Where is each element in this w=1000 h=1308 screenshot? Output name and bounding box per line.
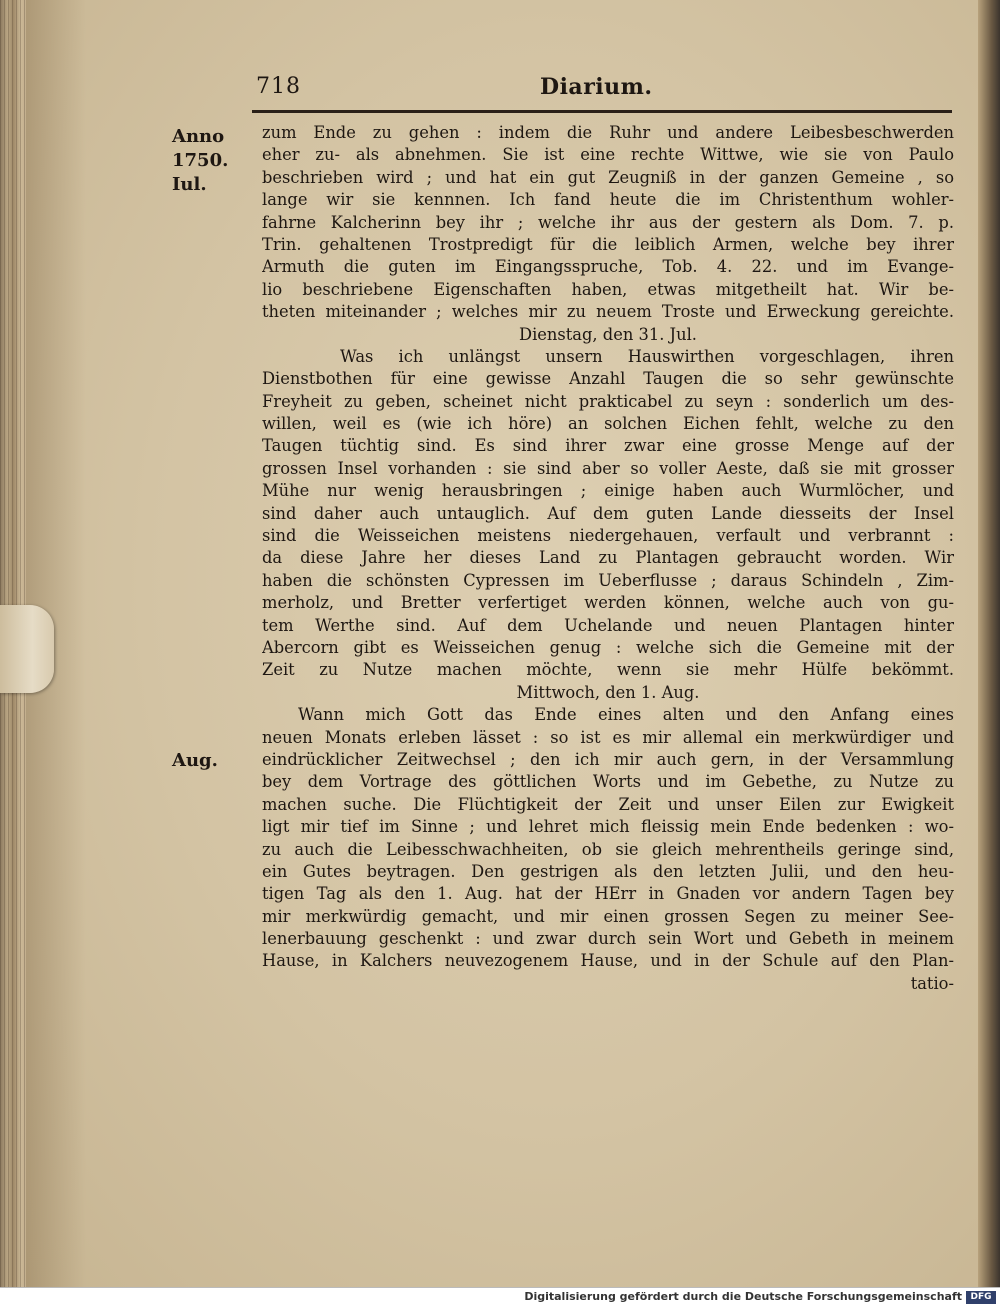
page-number: 718 [256, 74, 301, 99]
text-line: lange wir sie kennnen. Ich fand heute die im Christenthum wohler- [262, 190, 954, 210]
text-line: machen suche. Die Flüchtigkeit der Zeit und unser Eilen zur Ewigkeit [262, 794, 954, 814]
text-line: da diese Jahre her dieses Land zu Plantagen gebraucht worden. Wir [262, 548, 954, 568]
page-header [252, 74, 952, 104]
text-line: beschrieben wird ; und hat ein gut Zeugniß in der ganzen Gemeine , so [262, 167, 954, 187]
text-line: lio beschriebene Eigenschaften haben, etwas mitgetheilt hat. Wir be- [262, 279, 954, 299]
book-gutter-shadow [978, 0, 1000, 1287]
text-line: eher zu- als abnehmen. Sie ist eine rechte Wittwe, wie sie von Paulo [262, 145, 954, 165]
text-line: willen, weil es (wie ich höre) an solchen Eichen fehlt, welche zu den [262, 414, 954, 434]
margin-year-label: Anno [172, 126, 225, 147]
text-line: bey dem Vortrage des göttlichen Worts und im Gebethe, zu Nutze zu [262, 772, 954, 792]
text-line: tigen Tag als den 1. Aug. hat der HErr in Gnaden vor andern Tagen bey [262, 884, 954, 904]
text-line: Freyheit zu geben, scheinet nicht prakticabel zu seyn : sonderlich um des- [262, 391, 954, 411]
text-line: eindrücklicher Zeitwechsel ; den ich mir auch gern, in der Versammlung [262, 749, 954, 769]
text-line: haben die schönsten Cypressen im Ueberflusse ; daraus Schindeln , Zim- [262, 570, 954, 590]
text-line: lenerbauung geschenkt : und zwar durch sein Wort und Gebeth in meinem [262, 929, 954, 949]
date-heading: Dienstag, den 31. Jul. [519, 324, 697, 344]
text-line: Armuth die guten im Eingangsspruche, Tob. 4. 22. und im Evange- [262, 257, 954, 277]
text-line: fahrne Kalcherinn bey ihr ; welche ihr aus der gestern als Dom. 7. p. [262, 212, 954, 232]
date-heading: Mittwoch, den 1. Aug. [516, 682, 700, 702]
body-text [262, 122, 954, 995]
margin-year-value: 1750. [172, 150, 229, 171]
margin-month-aug: Aug. [172, 750, 218, 771]
text-line: zu auch die Leibesschwachheiten, ob sie gleich mehrentheils geringe sind, [262, 839, 954, 859]
running-title: Diarium. [540, 74, 653, 100]
text-line: neuen Monats erleben lässet : so ist es mir allemal ein merkwürdiger und [262, 727, 954, 747]
text-line: theten miteinander ; welches mir zu neuem Troste und Erweckung gereichte. [262, 302, 954, 322]
text-line: Was ich unlängst unsern Hauswirthen vorgeschlagen, ihren [340, 346, 954, 366]
catchword: tatio- [910, 973, 954, 993]
page-tab-marker [0, 605, 54, 693]
footer-credit: Digitalisierung gefördert durch die Deutsche Forschungsgemeinschaft [524, 1290, 962, 1303]
text-line: tem Werthe sind. Auf dem Uchelande und neuen Plantagen hinter [262, 615, 954, 635]
margin-month-jul: Iul. [172, 174, 207, 195]
footer-bar [0, 1287, 1000, 1308]
text-line: grossen Insel vorhanden : sie sind aber so voller Aeste, daß sie mit grosser [262, 458, 954, 478]
text-line: zum Ende zu gehen : indem die Ruhr und andere Leibesbeschwerden [262, 123, 954, 142]
text-line: Taugen tüchtig sind. Es sind ihrer zwar eine grosse Menge auf der [262, 436, 954, 456]
dfg-logo-icon: DFG [966, 1291, 996, 1304]
header-rule [252, 110, 952, 113]
text-line: Zeit zu Nutze machen möchte, wenn sie mehr Hülfe bekömmt. [262, 660, 954, 680]
text-line: Trin. gehaltenen Trostpredigt für die leiblich Armen, welche bey ihrer [262, 234, 954, 254]
text-line: ein Gutes beytragen. Den gestrigen als den letzten Julii, und den heu- [262, 861, 954, 881]
text-line: sind daher auch untauglich. Auf dem guten Lande diesseits der Insel [262, 503, 954, 523]
text-line: Wann mich Gott das Ende eines alten und den Anfang eines [298, 705, 954, 725]
text-line: Abercorn gibt es Weisseichen genug : welche sich die Gemeine mit der [262, 637, 954, 657]
text-line: sind die Weisseichen meistens niedergehauen, verfault und verbrannt : [262, 526, 954, 546]
text-line: Dienstbothen für eine gewisse Anzahl Taugen die so sehr gewünschte [262, 369, 954, 389]
text-line: ligt mir tief im Sinne ; und lehret mich fleissig mein Ende bedenken : wo- [262, 817, 954, 837]
text-line: Mühe nur wenig herausbringen ; einige haben auch Wurmlöcher, und [262, 481, 954, 501]
text-line: mir merkwürdig gemacht, und mir einen grossen Segen zu meiner See- [262, 906, 954, 926]
text-line: Hause, in Kalchers neuvezogenem Hause, und in der Schule auf den Plan- [262, 951, 954, 971]
text-line: merholz, und Bretter verfertiget werden können, welche auch von gu- [262, 593, 954, 613]
